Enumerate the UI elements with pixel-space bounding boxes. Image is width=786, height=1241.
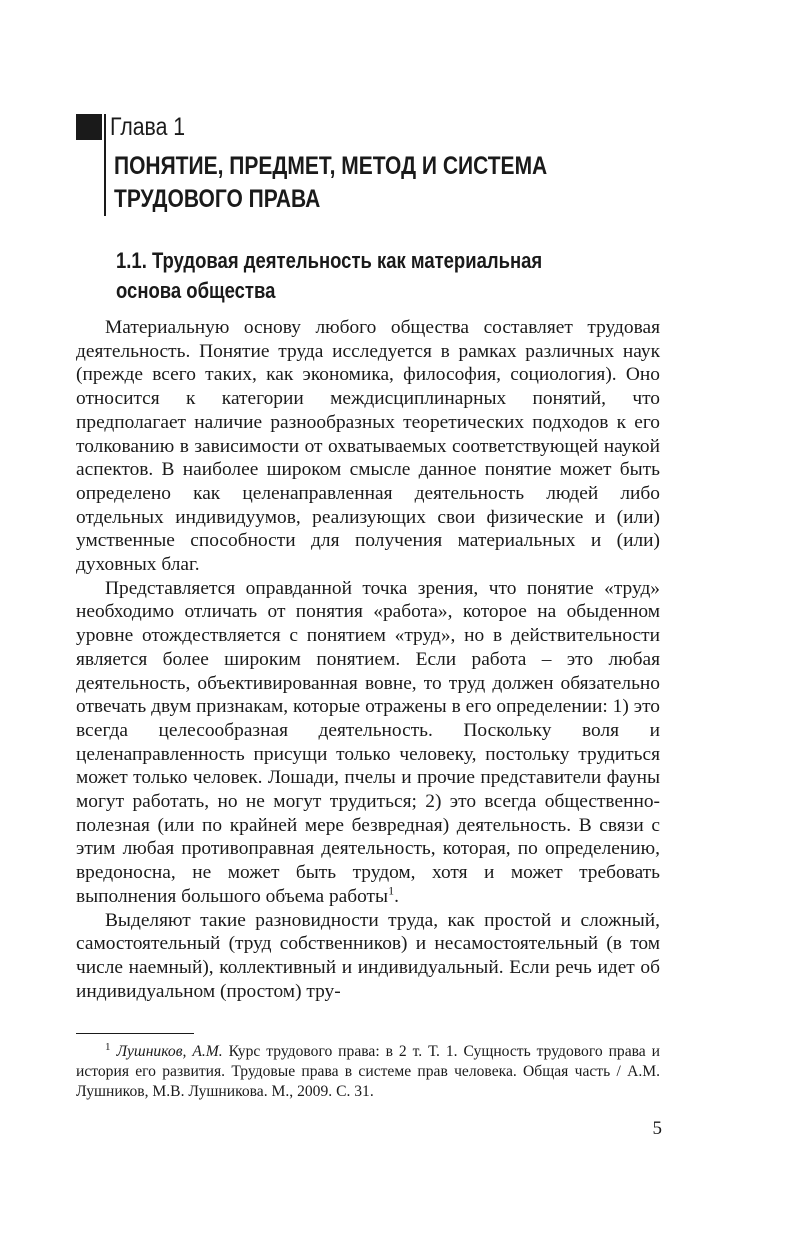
footnote-author: Лушников, А.М. — [116, 1043, 223, 1060]
chapter-label: Глава 1 — [110, 112, 186, 141]
chapter-title-line: ПОНЯТИЕ, ПРЕДМЕТ, МЕТОД И СИСТЕМА — [114, 152, 548, 180]
footnote-divider — [76, 1033, 194, 1034]
chapter-heading — [76, 108, 716, 216]
paragraph-end: . — [394, 885, 399, 907]
footnote — [76, 1042, 660, 1102]
footnote-reference[interactable]: 1 — [388, 883, 395, 898]
chapter-title-line: ТРУДОВОГО ПРАВА — [114, 185, 321, 213]
chapter-vertical-rule — [104, 114, 106, 216]
section-title-line: основа общества — [116, 278, 276, 303]
section-title — [116, 246, 637, 306]
footnote-text: Курс трудового права: в 2 т. Т. 1. Сущность трудового права и история его развития. Трудовые права в системе прав человека. Общая часть / А.М. Лушников, М.В. Лушникова. М., 2009. С. 31. — [76, 1043, 660, 1100]
paragraph: Материальную основу любого общества составляет трудовая деятельность. Понятие труда исследуется в рамках различных наук (прежде всего таких, как экономика, философия, социология). Оно относится к категории междисциплинарных понятий, что предполагает наличие разнообразных теоретических подходов к его толкованию в зависимости от охватываемых соответствующей наукой аспектов. В наиболее широком смысле данное понятие может быть определено как целенаправленная деятельность людей либо отдельных индивидуумов, реализующих свои физические и (или) умственные способности для получения материальных и (или) духовных благ. — [76, 317, 660, 576]
body-text — [76, 316, 660, 1003]
paragraph: Выделяют такие разновидности труда, как простой и сложный, самостоятельный (труд собственников) и несамостоятельный (в том числе наемный), коллективный и индивидуальный. Если речь идет об индивидуальном (простом) тру- — [76, 909, 660, 1002]
chapter-label-row — [76, 108, 716, 146]
section-title-line: 1.1. Трудовая деятельность как материальная — [116, 248, 543, 273]
paragraph — [76, 577, 660, 909]
page-number: 5 — [652, 1118, 662, 1139]
chapter-title — [114, 150, 618, 216]
paragraph-text: Представляется оправданной точка зрения, что понятие «труд» необходимо отличать от понятия «работа», которое на обыденном уровне отождествляется с понятием «труд», но в действительности является более широким понятием. Если работа – это любая деятельность, объективированная вовне, то труд должен обязательно отвечать двум признакам, которые отражены в его определении: 1) это всегда целесообразная деятельность. Поскольку воля и целенаправленность присущи только человеку, постольку трудиться может только человек. Лошади, пчелы и прочие представители фауны могут работать, но не могут трудиться; 2) это всегда общественно-полезная (или по крайней мере безвредная) деятельность. В связи с этим любая противоправная деятельность, которая, по определению, вредоносна, не может быть трудом, хотя и может требовать выполнения большого объема работы — [76, 577, 660, 907]
footnote-number: 1 — [105, 1040, 111, 1053]
chapter-square-icon — [76, 114, 102, 140]
